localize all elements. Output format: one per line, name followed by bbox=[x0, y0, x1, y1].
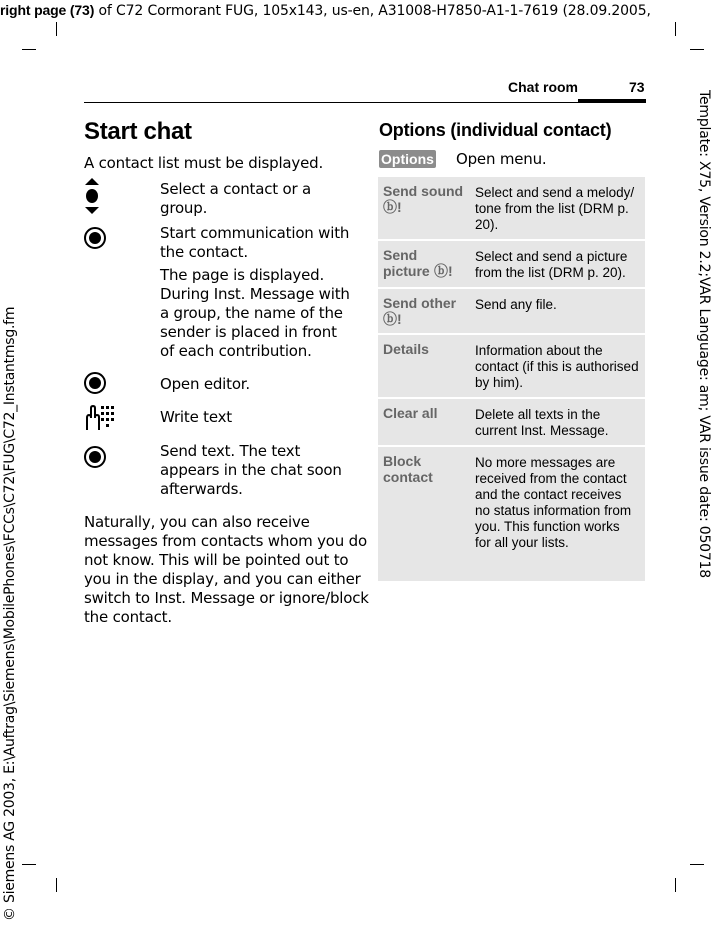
table-row bbox=[378, 447, 645, 581]
table-row bbox=[378, 241, 645, 287]
table-row bbox=[378, 289, 645, 333]
crop-mark bbox=[675, 878, 676, 892]
option-name: Send other ⓑ! bbox=[378, 289, 470, 333]
table-row bbox=[378, 335, 645, 397]
body-paragraph: Naturally, you can also receive messages from contacts whom you do not know. This will be pointed out to you in the display, and you can either switch to Inst. Message or ignore/block the contact. bbox=[84, 513, 369, 626]
options-table bbox=[378, 175, 645, 583]
file-path-info: © Siemens AG 2003, E:\Auftrag\Siemens\MobilePhones\FCCs\C72\FUG\C72_Instantmsg.fm bbox=[2, 306, 18, 921]
step-text: Write text bbox=[160, 408, 232, 426]
center-key-icon bbox=[84, 227, 106, 249]
crop-mark bbox=[675, 22, 676, 36]
step-text: Select a contact or a group. bbox=[160, 180, 312, 217]
option-name: Block contact bbox=[378, 447, 470, 581]
option-description: Delete all texts in the current Inst. Message. bbox=[470, 399, 645, 445]
drm-icon: ⓑ! bbox=[383, 311, 402, 327]
options-softkey[interactable]: Options bbox=[379, 150, 436, 168]
page-number: 73 bbox=[629, 79, 645, 95]
crop-mark bbox=[22, 864, 36, 865]
step-text: Start communication with the contact. bbox=[160, 224, 350, 261]
option-description: No more messages are received from the contact and the contact receives no status information from you. This function works for all your lists. bbox=[470, 447, 645, 581]
crop-mark bbox=[56, 22, 57, 36]
step-text: Open editor. bbox=[160, 375, 250, 393]
option-description: Send any file. bbox=[470, 289, 645, 333]
table-row bbox=[378, 399, 645, 445]
crop-mark bbox=[22, 49, 36, 50]
step-text: The page is displayed. During Inst. Message with a group, the name of the sender is placed in front of each contribution. bbox=[160, 266, 350, 360]
header-rule-accent bbox=[578, 99, 646, 103]
crop-mark bbox=[56, 878, 57, 892]
center-key-icon bbox=[84, 372, 106, 394]
template-info: Template: X75, Version 2.2;VAR Language: am; VAR issue date: 050718 bbox=[696, 90, 712, 578]
running-head-section: Chat room bbox=[508, 79, 578, 95]
crop-mark bbox=[690, 864, 704, 865]
drm-icon: ⓑ! bbox=[434, 263, 453, 279]
print-header-line: right page (73) of C72 Cormorant FUG, 105x143, us-en, A31008-H7850-A1-1-7619 (28.09.2005, bbox=[0, 2, 651, 19]
option-name: Send picture ⓑ! bbox=[378, 241, 470, 287]
options-title: Options (individual contact) bbox=[379, 120, 612, 140]
step-text: Send text. The text appears in the chat soon afterwards. bbox=[160, 442, 342, 498]
option-name: Details bbox=[378, 335, 470, 397]
intro-text: A contact list must be displayed. bbox=[84, 154, 324, 172]
table-row bbox=[378, 177, 645, 239]
header-rule bbox=[84, 102, 646, 103]
drm-icon: ⓑ! bbox=[383, 199, 402, 215]
center-key-icon bbox=[84, 446, 106, 468]
option-name: Send sound ⓑ! bbox=[378, 177, 470, 239]
crop-mark bbox=[690, 49, 704, 50]
option-description: Select and send a melody/ tone from the list (DRM p. 20). bbox=[470, 177, 645, 239]
option-description: Information about the contact (if this is authorised by him). bbox=[470, 335, 645, 397]
up-down-nav-icon bbox=[84, 178, 100, 214]
option-name: Clear all bbox=[378, 399, 470, 445]
keypad-icon bbox=[83, 404, 115, 432]
option-description: Select and send a picture from the list (DRM p. 20). bbox=[470, 241, 645, 287]
softkey-description: Open menu. bbox=[456, 150, 547, 168]
section-title: Start chat bbox=[84, 118, 192, 145]
